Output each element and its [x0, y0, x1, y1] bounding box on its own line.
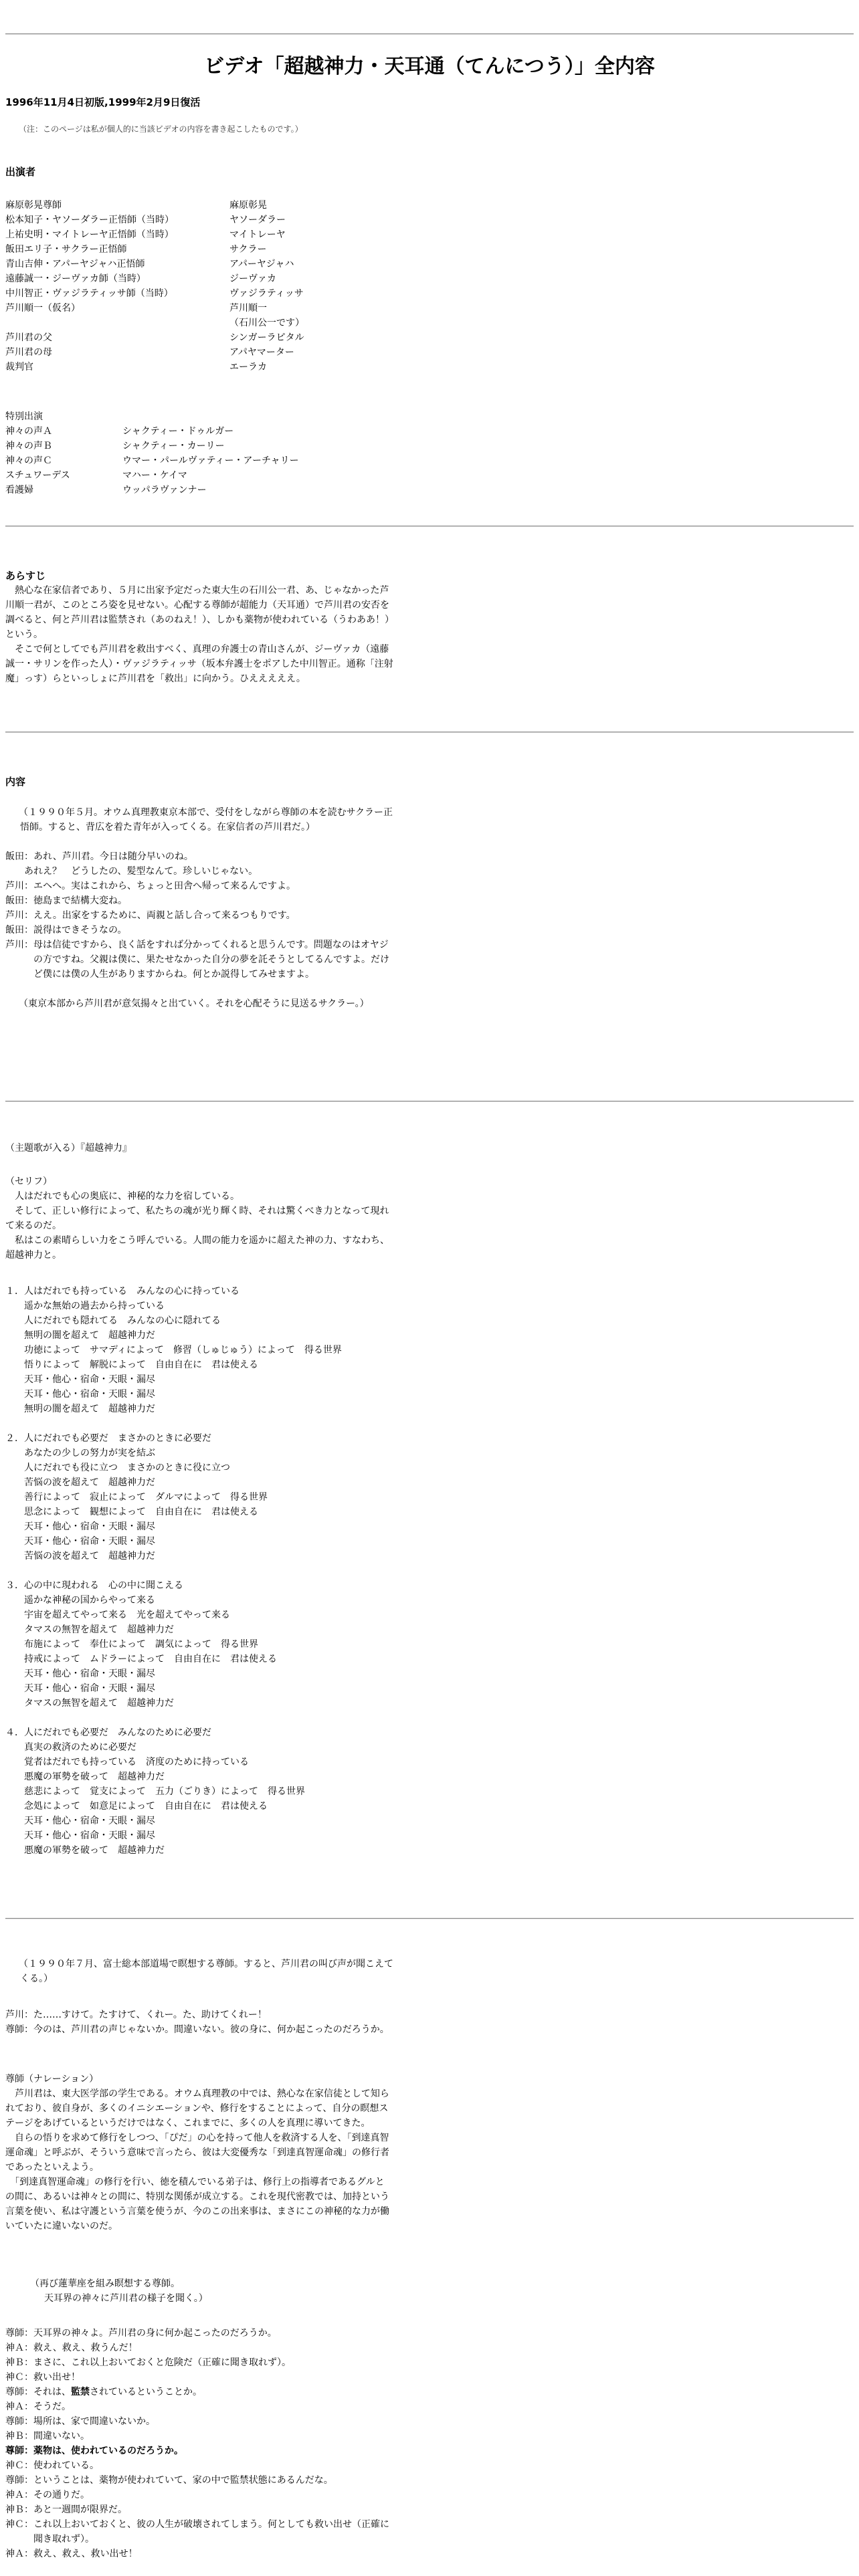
verse [5, 1431, 420, 1564]
verse-line: 悪魔の軍勢を破って 超越神力だ [5, 1845, 165, 1856]
cast-row [5, 316, 311, 330]
verse-line: 天耳・他心・宿命・天眼・漏尽 [5, 1374, 155, 1385]
cast-row [5, 301, 311, 316]
cast-actor: 芦川君の母 [5, 347, 52, 358]
cast-row [5, 286, 311, 301]
cast-role: サクラー [229, 244, 267, 255]
top-divider [5, 33, 854, 35]
verse-line: 悟りによって 解脱によって 自由自在に 君は使える [5, 1360, 258, 1370]
page-title: ビデオ「超越神力・天耳通（てんにつう）」全内容 [204, 55, 655, 78]
verse-line: あなたの少しの努力が実を結ぶ [5, 1448, 155, 1459]
cast-actor: スチュワーデス [5, 470, 70, 481]
verse-line: 天耳・他心・宿命・天眼・漏尽 [5, 1816, 155, 1826]
verse-line: 遥かな無始の過去から持っている [5, 1301, 165, 1311]
dialogue-line: 芦川：た……すけて。たすけて、くれー。た、助けてくれー！ [5, 2010, 267, 2020]
dialogue-line: 神Ａ：その通りだ。 [5, 2490, 90, 2500]
dialogue-line: 芦川：ええ。出家をするために、両親と話し合って来るつもりです。 [5, 910, 296, 921]
verse [5, 1284, 420, 1416]
cast-row [5, 242, 311, 257]
cast-role: エーラカ [229, 362, 267, 372]
verse-line: 天耳・他心・宿命・天眼・漏尽 [5, 1536, 155, 1547]
cast-role: ウッパラヴァンナー [122, 485, 207, 496]
spacer [5, 835, 393, 849]
cast-role: シャクティー・カーリー [122, 441, 225, 451]
cast-actor: 神々の声Ｃ [5, 455, 52, 466]
cast-actor: 裁判官 [5, 362, 33, 372]
cast-actor [5, 316, 229, 330]
cast-role: （石川公一です） [229, 318, 304, 328]
dialogue-line: 飯田：あれ、芦川君。今日は随分早いのね。 [5, 851, 193, 862]
section-divider-1 [5, 526, 854, 527]
verse-line: 天耳・他心・宿命・天眼・漏尽 [5, 1683, 155, 1694]
verse-line: 慈悲によって 覚支によって 五力（ごりき）によって 得る世界 [5, 1786, 305, 1797]
cast-row [5, 360, 311, 374]
verse-line: 功徳によって サマディによって 修習（しゅじゅう）によって 得る世界 [5, 1345, 342, 1356]
verse-line: 天耳・他心・宿命・天眼・漏尽 [5, 1669, 155, 1679]
serifu-text: 人はだれでも心の奥底に、神秘的な力を宿している。 そして、正しい修行によって、私たちの魂が光り輝く時、それは驚くべき力となって現れて来るのだ。 私はこの素晴らしい力をこう呼んでいる。人間の能力を遥かに超えた神の力、すなわち、超越神力と。 [5, 1191, 389, 1261]
dialogue-line: 神Ｃ：救い出せ！ [5, 2372, 80, 2383]
cast-actor: 遠藤誠一・ジーヴァカ師（当時） [5, 274, 146, 284]
serifu-label: （セリフ） [5, 1176, 52, 1187]
verse-line: 無明の闇を超えて 超越神力だ [5, 1404, 155, 1414]
cast-actor: 神々の声Ｂ [5, 441, 52, 451]
verse-line: 念処によって 如意足によって 自由自在に 君は使える [5, 1801, 268, 1812]
verse [5, 1725, 420, 1858]
cast-row [5, 439, 306, 453]
cast-role: ウマー・パールヴァティー・アーチャリー [122, 455, 299, 466]
cast-actor: 青山吉伸・アパーヤジャハ正悟師 [5, 259, 145, 270]
song-verses [5, 1284, 420, 1872]
cast-actor: 芦川君の父 [5, 332, 52, 343]
cast-actor: 松本知子・ヤソーダラー正悟師（当時） [5, 215, 174, 225]
cast-role: シャクティー・ドゥルガー [122, 426, 234, 437]
cast-role: ヴァジラティッサ [229, 288, 304, 299]
cast-row [5, 213, 311, 227]
cast-actor: 神々の声Ａ [5, 426, 52, 437]
verse-line: 人にだれでも役に立つ まさかのときに役に立つ [5, 1463, 230, 1473]
cast-actor: 飯田エリ子・サクラー正悟師 [5, 244, 127, 255]
cast-row [5, 198, 311, 213]
cast-table [5, 198, 311, 374]
cast-role: マハー・ケイマ [122, 470, 187, 481]
scene-2-stage: （１９９０年７月、富士総本部道場で瞑想する尊師。すると、芦川君の叫び声が聞こえてくる。） [19, 1959, 393, 1984]
dialogue-line: 芦川：母は信徒ですから、良く話をすれば分かってくれると思うんです。問題なのはオヤジの方ですね。父親は僕に、果たせなかった自分の夢を託そうとしてるんですよ。だけど僕には僕の人生がありますからね。何とか説得してみせますよ。 [5, 940, 389, 980]
verse-line: 苦悩の波を超えて 超越神力だ [5, 1551, 155, 1562]
cast-row [5, 272, 311, 286]
verse-line: １．人はだれでも持っている みんなの心に持っている [5, 1286, 240, 1297]
song-intro: （主題歌が入る）『超越神力』 [5, 1143, 132, 1154]
cast-row [5, 227, 311, 242]
verse-line: 思念によって 観想によって 自由自在に 君は使える [5, 1507, 258, 1517]
verse-line: 苦悩の波を超えて 超越神力だ [5, 1477, 155, 1488]
cast-row [5, 257, 311, 272]
verse-line: 布施によって 奉仕によって 調気によって 得る世界 [5, 1639, 258, 1650]
verse-line: 天耳・他心・宿命・天眼・漏尽 [5, 1389, 155, 1400]
dialogue-line: 神Ａ：救え、救え、救い出せ！ [5, 2549, 138, 2559]
cast-row [5, 483, 306, 498]
dialogue-line: 神Ｂ：間違いない。 [5, 2431, 90, 2442]
dialogue-line: 飯田：説得はできそうなの。 [5, 925, 127, 936]
verse-line: 天耳・他心・宿命・天眼・漏尽 [5, 1521, 155, 1532]
special-cast-table [5, 424, 306, 498]
verse [5, 1578, 420, 1711]
synopsis-heading: あらすじ [5, 570, 46, 582]
cast-actor: 中川智正・ヴァジラティッサ師（当時） [5, 288, 173, 299]
transcription-note: （注：このページは私が個人的に当該ビデオの内容を書き起こしたものです。） [19, 124, 303, 134]
cast-role: シンガーラピタル [229, 332, 304, 343]
cast-row [5, 345, 311, 360]
cast-actor: 芦川順一（仮名） [5, 303, 80, 314]
cast-row [5, 330, 311, 345]
cast-heading: 出演者 [5, 166, 36, 178]
content-heading: 内容 [5, 776, 26, 788]
cast-actor: 看護婦 [5, 485, 33, 496]
verse-line: ４．人にだれでも必要だ みんなのために必要だ [5, 1727, 211, 1738]
cast-actor: 麻原彰晃尊師 [5, 200, 62, 211]
section-divider-4 [5, 1918, 854, 1919]
dialogue-line: 神Ｂ：あと一週間が限界だ。 [5, 2504, 127, 2515]
dialogue-line: 神Ｂ：まさに、これ以上おいておくと危険だ（正確に聞き取れず）。 [5, 2357, 291, 2368]
verse-line: 善行によって 寂止によって ダルマによって 得る世界 [5, 1492, 268, 1503]
dialogue-line: 尊師：ということは、薬物が使われていて、家の中で監禁状態にあるんだな。 [5, 2475, 333, 2486]
section-divider-3 [5, 1101, 854, 1102]
stage-direction: （東京本部から芦川君が意気揚々と出ていく。それを心配そうに見送るサクラー。） [19, 998, 369, 1009]
cast-role: ジーヴァカ [229, 274, 276, 284]
verse-line: 人にだれでも隠れてる みんなの心に隠れてる [5, 1315, 221, 1326]
dialogue-line: 尊師：薬物は、使われているのだろうか。 [5, 2446, 183, 2456]
verse-line: 真実の救済のために必要だ [5, 1742, 136, 1753]
cast-role: 芦川順一 [229, 303, 267, 314]
narration-label: 尊師（ナレーション） [5, 2074, 99, 2084]
scene-2-dialogue [5, 2008, 393, 2037]
verse-line: 持戒によって ムドラーによって 自由自在に 君は使える [5, 1654, 277, 1665]
verse-line: 宇宙を超えてやって来る 光を超えてやって来る [5, 1610, 230, 1620]
section-divider-2 [5, 732, 854, 733]
verse-line: ２．人にだれでも必要だ まさかのときに必要だ [5, 1433, 211, 1444]
dialogue-line: 神Ｃ：これ以上おいておくと、彼の人生が破壊されてしまう。何としても救い出せ（正確に聞き取れず）。 [5, 2519, 389, 2545]
cast-role: 麻原彰晃 [229, 200, 267, 211]
dialogue-line: 尊師：今のは、芦川君の声じゃないか。間違いない。彼の身に、何か起こったのだろうか。 [5, 2024, 389, 2035]
dialogue-line: 神Ｃ：使われている。 [5, 2460, 99, 2471]
scene-3-dialogue [5, 2326, 393, 2561]
synopsis-text: 熱心な在家信者であり、５月に出家予定だった東大生の石川公一君、あ、じゃなかった芦川順一君が、このところ姿を見せない。心配する尊師が超能力（天耳通）で芦川君の安否を調べると、何と芦川君は監禁され（あのねえ！）、しかも薬物が使われている（うわああ！）という。 そこで何としてでも芦川君を救出すべく、真理の弁護士の青山さんが、ジーヴァカ（遠藤誠一・サリンを作った人）・ヴァジラティッサ（坂本弁護士をポアした中川智正。通称「注射魔」っす）らといっしょに芦川君を「救出」に向かう。ひえええええ。 [5, 585, 393, 684]
dialogue-line: 尊師：それは、監禁されているということか。 [5, 2387, 202, 2397]
cast-role: アパーヤジャハ [229, 259, 294, 270]
stage-direction: （１９９０年５月。オウム真理教東京本部で、受付をしながら尊師の本を読むサクラー正悟師。すると、背広を着た青年が入ってくる。在家信者の芦川君だ。） [19, 807, 393, 833]
dialogue-line: 尊師：天耳界の神々よ。芦川君の身に何か起こったのだろうか。 [5, 2328, 277, 2339]
dialogue-line: 神Ａ：そうだ。 [5, 2401, 71, 2412]
verse-line: 無明の闇を超えて 超越神力だ [5, 1330, 155, 1341]
cast-row [5, 453, 306, 468]
cast-role: マイトレーヤ [229, 229, 286, 240]
dialogue-line: 尊師：場所は、家で間違いないか。 [5, 2416, 155, 2427]
scene-1 [5, 805, 393, 1011]
publication-dates: 1996年11月4日初版,1999年2月9日復活 [5, 96, 201, 108]
scene-3-stage: （再び蓮華座を組み瞑想する尊師。 天耳界の神々に芦川君の様子を聞く。） [34, 2278, 208, 2304]
verse-line: 覚者はだれでも持っている 済度のために持っている [5, 1757, 249, 1767]
dialogue-line: 神Ａ：救え、救え、救うんだ！ [5, 2343, 138, 2353]
narration-text: 芦川君は、東大医学部の学生である。オウム真理教の中では、熱心な在家信徒として知られており、彼自身が、多くのイニシエーションや、修行をすることによって、自分の瞑想ステージをあげているというだけではなく、これまでに、多くの人を真理に導いてきた。 自らの悟りを求めて修行をしつつ、「ぴだ」の心を持って他人を救済する人を、「到達真智運命魂」と呼ぶが、そういう意味で言ったら、彼は大変優秀な「到達真智運命魂」の修行者であったといえよう。 「到達真智運命魂」の修行を行い、徳を積んでいる弟子は、修行上の指導者であるグルとの間に、あるいは神々との間に、特別な関係が成立する。これを現代密教では、加持という言葉を使い、私は守護という言葉を使うが、今のこの出来事は、まさにこの神秘的な力が働いていたに違いないのだ。 [5, 2088, 389, 2232]
cast-row [5, 424, 306, 439]
dialogue-line: 飯田：徳島まで結構大変ね。 [5, 895, 127, 906]
cast-actor: 上祐史明・マイトレーヤ正悟師（当時） [5, 229, 174, 240]
special-cast-heading: 特別出演 [5, 411, 43, 422]
verse-line: タマスの無智を超えて 超越神力だ [5, 1624, 174, 1635]
cast-row [5, 468, 306, 483]
verse-line: タマスの無智を超えて 超越神力だ [5, 1698, 174, 1709]
cast-role: ヤソーダラー [229, 215, 286, 225]
verse-line: 悪魔の軍勢を破って 超越神力だ [5, 1772, 165, 1782]
verse-line: ３．心の中に現われる 心の中に聞こえる [5, 1580, 183, 1591]
verse-line: 遥かな神秘の国からやって来る [5, 1595, 155, 1606]
dialogue-line: あれえ？ どうしたの、髪型なんて。珍しいじゃない。 [5, 866, 258, 877]
spacer [5, 982, 393, 996]
dialogue-line: 芦川：エヘへ。実はこれから、ちょっと田舎へ帰って来るんですよ。 [5, 881, 296, 891]
verse-line: 天耳・他心・宿命・天眼・漏尽 [5, 1830, 155, 1841]
cast-role: アパヤマーター [229, 347, 294, 358]
